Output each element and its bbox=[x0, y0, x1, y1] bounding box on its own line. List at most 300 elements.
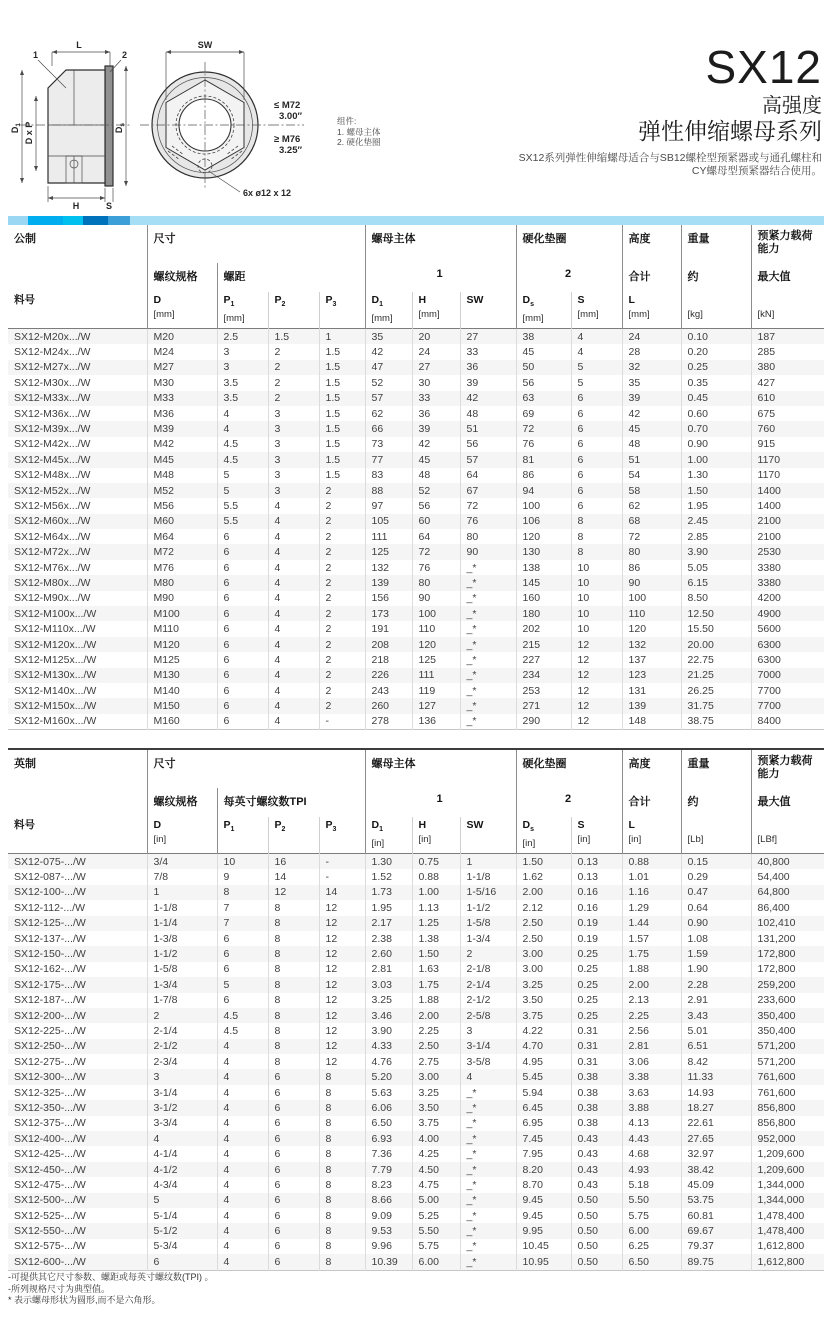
table-row bbox=[8, 391, 824, 406]
table-cell: 8 bbox=[319, 1208, 365, 1223]
table-cell: 4 bbox=[571, 329, 622, 345]
table-row bbox=[8, 900, 824, 915]
table-cell: 1.5 bbox=[268, 329, 319, 345]
sub-header-row bbox=[8, 263, 824, 292]
table-cell: 2 bbox=[319, 698, 365, 713]
table-cell: 66 bbox=[365, 421, 412, 436]
group-weight: 重量 bbox=[681, 749, 751, 788]
table-cell: 24 bbox=[412, 344, 460, 359]
column-header: D [in] bbox=[147, 817, 217, 854]
table-cell: 76 bbox=[460, 514, 516, 529]
table-row bbox=[8, 1223, 824, 1238]
table-cell: 139 bbox=[365, 575, 412, 590]
table-cell: 4 bbox=[217, 1223, 268, 1238]
table-cell: 1,612,800 bbox=[751, 1239, 824, 1254]
table-cell: 4.5 bbox=[217, 452, 268, 467]
table-cell: 39 bbox=[412, 421, 460, 436]
table-cell: 1 bbox=[319, 329, 365, 345]
table-cell: 4 bbox=[268, 606, 319, 621]
table-cell: 8 bbox=[319, 1177, 365, 1192]
part-number-cell: SX12-475-.../W bbox=[14, 1178, 86, 1191]
part-number-cell: SX12-350-.../W bbox=[14, 1101, 86, 1114]
metric-table-body bbox=[8, 329, 824, 730]
table-cell: 5-1/4 bbox=[147, 1208, 217, 1223]
table-cell: 6 bbox=[147, 1254, 217, 1270]
table-cell: 6.50 bbox=[622, 1254, 681, 1270]
group-preload: 预紧力载荷能力 bbox=[751, 225, 824, 263]
table-cell: 38.75 bbox=[681, 714, 751, 730]
group-weight: 重量 bbox=[681, 225, 751, 263]
part-number-cell: SX12-150-.../W bbox=[14, 948, 86, 961]
pitch-label: 螺距 bbox=[217, 263, 365, 292]
table-cell: 86 bbox=[516, 468, 571, 483]
table-cell: 253 bbox=[516, 683, 571, 698]
table-cell: 4 bbox=[147, 1131, 217, 1146]
table-cell: 218 bbox=[365, 652, 412, 667]
table-cell: 1,478,400 bbox=[751, 1208, 824, 1223]
table-cell: 7.95 bbox=[516, 1146, 571, 1161]
table-cell: 42 bbox=[412, 437, 460, 452]
table-cell: 202 bbox=[516, 621, 571, 636]
part-number-cell: SX12-M130x.../W bbox=[14, 669, 97, 682]
table-cell: 110 bbox=[412, 621, 460, 636]
table-cell: 6 bbox=[217, 698, 268, 713]
table-cell: 1.38 bbox=[412, 931, 460, 946]
table-cell: 7700 bbox=[751, 698, 824, 713]
part-number-cell: SX12-250-.../W bbox=[14, 1040, 86, 1053]
column-header-row bbox=[8, 292, 824, 329]
table-cell: _* bbox=[460, 1100, 516, 1115]
table-cell: 3 bbox=[460, 1023, 516, 1038]
column-header: $P_1$ bbox=[217, 817, 268, 854]
part-number-cell: SX12-M39x.../W bbox=[14, 423, 91, 436]
part-number-cell: SX12-425-.../W bbox=[14, 1148, 86, 1161]
table-cell: 90 bbox=[622, 575, 681, 590]
table-cell: 5.5 bbox=[217, 498, 268, 513]
table-cell: 0.31 bbox=[571, 1039, 622, 1054]
table-cell: 7 bbox=[217, 916, 268, 931]
table-cell: _* bbox=[460, 1162, 516, 1177]
total-label: 合计 bbox=[622, 263, 681, 292]
table-cell: 5 bbox=[571, 360, 622, 375]
table-cell: 4 bbox=[217, 1054, 268, 1069]
table-cell: 1,344,000 bbox=[751, 1193, 824, 1208]
table-cell: 4.33 bbox=[365, 1039, 412, 1054]
table-cell: 4 bbox=[268, 591, 319, 606]
table-cell: 2.81 bbox=[365, 962, 412, 977]
part-number-cell: SX12-075-.../W bbox=[14, 855, 86, 868]
table-cell: 14.93 bbox=[681, 1085, 751, 1100]
table-row bbox=[8, 977, 824, 992]
table-row bbox=[8, 885, 824, 900]
table-cell: 5.18 bbox=[622, 1177, 681, 1192]
table-cell: 3-1/2 bbox=[147, 1100, 217, 1115]
table-cell: 12 bbox=[571, 714, 622, 730]
table-cell: M72 bbox=[147, 544, 217, 559]
table-cell: 6 bbox=[217, 560, 268, 575]
table-cell: 45.09 bbox=[681, 1177, 751, 1192]
table-cell: 33 bbox=[460, 344, 516, 359]
table-cell: 10 bbox=[571, 621, 622, 636]
table-row bbox=[8, 344, 824, 359]
callout-2: 2 bbox=[122, 50, 128, 60]
table-cell: 6 bbox=[217, 993, 268, 1008]
table-cell: 7/8 bbox=[147, 869, 217, 884]
table-cell: 0.90 bbox=[681, 437, 751, 452]
part-number-cell: SX12-575-.../W bbox=[14, 1240, 86, 1253]
table-cell: M42 bbox=[147, 437, 217, 452]
table-cell: 675 bbox=[751, 406, 824, 421]
table-cell: 760 bbox=[751, 421, 824, 436]
table-cell: - bbox=[319, 869, 365, 884]
table-cell: 8 bbox=[217, 885, 268, 900]
table-cell: 0.31 bbox=[571, 1054, 622, 1069]
empty-cell bbox=[8, 788, 147, 817]
table-cell: 54 bbox=[622, 468, 681, 483]
table-cell: 132 bbox=[622, 637, 681, 652]
table-cell: 3.46 bbox=[365, 1008, 412, 1023]
table-cell: 4.70 bbox=[516, 1039, 571, 1054]
table-cell: 9 bbox=[217, 869, 268, 884]
max-label: 最大值 bbox=[751, 263, 824, 292]
column-header: [kg] bbox=[681, 292, 751, 329]
column-header: $D_s$ [in] bbox=[516, 817, 571, 854]
table-cell: 6300 bbox=[751, 637, 824, 652]
table-cell: 1.5 bbox=[319, 421, 365, 436]
table-cell: 6 bbox=[217, 931, 268, 946]
table-cell: 2.45 bbox=[681, 514, 751, 529]
table-cell: 6 bbox=[217, 621, 268, 636]
imperial-table bbox=[8, 748, 824, 1271]
table-cell: 2.00 bbox=[412, 1008, 460, 1023]
table-cell: 6 bbox=[268, 1239, 319, 1254]
table-cell: _* bbox=[460, 606, 516, 621]
part-number-cell: SX12-162-.../W bbox=[14, 963, 86, 976]
table-row bbox=[8, 854, 824, 870]
column-header: S [in] bbox=[571, 817, 622, 854]
table-cell: 856,800 bbox=[751, 1100, 824, 1115]
table-cell: 6 bbox=[217, 637, 268, 652]
table-cell: 6 bbox=[571, 468, 622, 483]
table-row bbox=[8, 1162, 824, 1177]
table-cell: 3 bbox=[217, 360, 268, 375]
table-cell: 2 bbox=[460, 946, 516, 961]
group-nut-body: 螺母主体 bbox=[365, 225, 516, 263]
table-cell: 1.95 bbox=[365, 900, 412, 915]
table-cell: 3.38 bbox=[622, 1069, 681, 1084]
table-cell: 1-5/8 bbox=[460, 916, 516, 931]
table-cell: 4 bbox=[217, 1254, 268, 1270]
table-cell: 227 bbox=[516, 652, 571, 667]
column-header: $P_3$ bbox=[319, 292, 365, 329]
page-description bbox=[519, 152, 822, 178]
part-number-cell: SX12-175-.../W bbox=[14, 978, 86, 991]
table-cell: _* bbox=[460, 575, 516, 590]
column-header: [kN] bbox=[751, 292, 824, 329]
table-cell: 8 bbox=[319, 1239, 365, 1254]
table-cell: 2 bbox=[319, 498, 365, 513]
table-cell: 2 bbox=[319, 529, 365, 544]
table-cell: 136 bbox=[412, 714, 460, 730]
table-cell: 1,478,400 bbox=[751, 1223, 824, 1238]
table-cell: 4.5 bbox=[217, 1023, 268, 1038]
table-cell: 1.50 bbox=[412, 946, 460, 961]
table-cell: 0.19 bbox=[571, 916, 622, 931]
table-cell: 1.30 bbox=[681, 468, 751, 483]
table-cell: 10.39 bbox=[365, 1254, 412, 1270]
table-cell: 234 bbox=[516, 668, 571, 683]
nut-body-section bbox=[48, 70, 105, 183]
limit-le-inch: 3.00″ bbox=[279, 111, 303, 122]
table-cell: 5.20 bbox=[365, 1069, 412, 1084]
table-cell: M52 bbox=[147, 483, 217, 498]
table-cell: 12 bbox=[319, 1023, 365, 1038]
table-cell: 12 bbox=[319, 1039, 365, 1054]
table-cell: 6 bbox=[217, 962, 268, 977]
table-cell: 6 bbox=[571, 421, 622, 436]
table-cell: 0.60 bbox=[681, 406, 751, 421]
table-row bbox=[8, 514, 824, 529]
table-cell: 1.5 bbox=[319, 344, 365, 359]
table-cell: 4 bbox=[268, 637, 319, 652]
brand-bar-segment bbox=[63, 216, 83, 225]
table-cell: 10 bbox=[571, 575, 622, 590]
table-cell: 5 bbox=[217, 977, 268, 992]
table-cell: 1 bbox=[147, 885, 217, 900]
metric-table-header bbox=[8, 225, 824, 329]
table-cell: 8 bbox=[268, 916, 319, 931]
table-cell: 60 bbox=[412, 514, 460, 529]
part-number-cell: SX12-M30x.../W bbox=[14, 376, 91, 389]
table-cell: 173 bbox=[365, 606, 412, 621]
table-cell: 119 bbox=[412, 683, 460, 698]
table-cell: 4 bbox=[217, 1100, 268, 1115]
table-cell: 271 bbox=[516, 698, 571, 713]
part-number-cell: SX12-M80x.../W bbox=[14, 576, 91, 589]
table-cell: 12 bbox=[319, 977, 365, 992]
table-row bbox=[8, 916, 824, 931]
table-cell: 5 bbox=[217, 483, 268, 498]
table-cell: 3-1/4 bbox=[460, 1039, 516, 1054]
sub-header-row bbox=[8, 788, 824, 817]
table-cell: 2 bbox=[319, 637, 365, 652]
table-cell: 0.35 bbox=[681, 375, 751, 390]
table-row bbox=[8, 1054, 824, 1069]
table-cell: 57 bbox=[365, 391, 412, 406]
table-cell: 8 bbox=[319, 1069, 365, 1084]
table-cell: 130 bbox=[516, 544, 571, 559]
table-cell: 6 bbox=[217, 714, 268, 730]
table-cell: 76 bbox=[516, 437, 571, 452]
table-cell: 6 bbox=[217, 606, 268, 621]
table-cell: 1-5/16 bbox=[460, 885, 516, 900]
table-cell: _* bbox=[460, 1239, 516, 1254]
table-row bbox=[8, 468, 824, 483]
table-cell: 56 bbox=[516, 375, 571, 390]
part-number-cell: SX12-600-.../W bbox=[14, 1255, 86, 1268]
table-cell: 0.19 bbox=[571, 931, 622, 946]
table-cell: 2 bbox=[268, 391, 319, 406]
table-row bbox=[8, 606, 824, 621]
table-cell: 0.10 bbox=[681, 329, 751, 345]
table-cell: 120 bbox=[516, 529, 571, 544]
table-cell: 4200 bbox=[751, 591, 824, 606]
column-header: $D_s$ [mm] bbox=[516, 292, 571, 329]
table-cell: 15.50 bbox=[681, 621, 751, 636]
table-cell: 90 bbox=[412, 591, 460, 606]
table-cell: M45 bbox=[147, 452, 217, 467]
table-cell: 0.75 bbox=[412, 854, 460, 870]
table-cell: 4 bbox=[268, 652, 319, 667]
table-cell: 12 bbox=[319, 1008, 365, 1023]
table-cell: _* bbox=[460, 560, 516, 575]
table-cell: 6 bbox=[217, 544, 268, 559]
footnote-2: -所列规格尺寸为典型值。 bbox=[8, 1283, 110, 1294]
table-cell: 60.81 bbox=[681, 1208, 751, 1223]
part-number-cell: SX12-M36x.../W bbox=[14, 407, 91, 420]
table-row bbox=[8, 560, 824, 575]
table-cell: 9.95 bbox=[516, 1223, 571, 1238]
approx-label: 约 bbox=[681, 263, 751, 292]
group-size: 尺寸 bbox=[147, 225, 365, 263]
table-cell: - bbox=[319, 714, 365, 730]
table-cell: M30 bbox=[147, 375, 217, 390]
table-cell: 0.15 bbox=[681, 854, 751, 870]
table-cell: 6 bbox=[217, 652, 268, 667]
table-cell: 3.75 bbox=[412, 1116, 460, 1131]
table-row bbox=[8, 1208, 824, 1223]
table-cell: 4 bbox=[217, 1116, 268, 1131]
table-cell: 42 bbox=[460, 391, 516, 406]
table-cell: 2 bbox=[268, 344, 319, 359]
table-cell: 12 bbox=[571, 637, 622, 652]
table-cell: 2.50 bbox=[516, 916, 571, 931]
table-cell: M100 bbox=[147, 606, 217, 621]
table-cell: 4 bbox=[217, 1131, 268, 1146]
table-cell: M64 bbox=[147, 529, 217, 544]
table-cell: 3380 bbox=[751, 560, 824, 575]
table-cell: 12 bbox=[319, 993, 365, 1008]
table-cell: 4.5 bbox=[217, 1008, 268, 1023]
part-number-cell: SX12-325-.../W bbox=[14, 1086, 86, 1099]
table-cell: 3.00 bbox=[516, 946, 571, 961]
table-cell: 8 bbox=[319, 1162, 365, 1177]
table-cell: 4 bbox=[268, 560, 319, 575]
table-cell: 50 bbox=[516, 360, 571, 375]
part-number-cell: SX12-100-.../W bbox=[14, 886, 86, 899]
table-cell: 42 bbox=[622, 406, 681, 421]
table-cell: 12 bbox=[268, 885, 319, 900]
table-cell: 0.16 bbox=[571, 885, 622, 900]
column-header: L [mm] bbox=[622, 292, 681, 329]
table-cell: 5.5 bbox=[217, 514, 268, 529]
table-cell: 1.5 bbox=[319, 452, 365, 467]
table-cell: 5.50 bbox=[622, 1193, 681, 1208]
table-row bbox=[8, 1146, 824, 1161]
table-row bbox=[8, 621, 824, 636]
table-cell: 1.63 bbox=[412, 962, 460, 977]
table-cell: 9.53 bbox=[365, 1223, 412, 1238]
group-height: 高度 bbox=[622, 225, 681, 263]
table-row bbox=[8, 1100, 824, 1115]
table-cell: 0.43 bbox=[571, 1131, 622, 1146]
table-row bbox=[8, 931, 824, 946]
table-cell: 80 bbox=[622, 544, 681, 559]
table-cell: 4 bbox=[217, 1069, 268, 1084]
part-number-cell: SX12-M120x.../W bbox=[14, 638, 97, 651]
table-cell: 76 bbox=[412, 560, 460, 575]
table-cell: 32.97 bbox=[681, 1146, 751, 1161]
table-cell: 6 bbox=[571, 406, 622, 421]
table-cell: 6.93 bbox=[365, 1131, 412, 1146]
part-number-cell: SX12-200-.../W bbox=[14, 1009, 86, 1022]
table-cell: 8.20 bbox=[516, 1162, 571, 1177]
table-cell: M90 bbox=[147, 591, 217, 606]
table-cell: 2100 bbox=[751, 514, 824, 529]
table-cell: 6 bbox=[571, 483, 622, 498]
table-cell: 172,800 bbox=[751, 946, 824, 961]
table-cell: 6 bbox=[268, 1254, 319, 1270]
table-cell: 2.00 bbox=[516, 885, 571, 900]
table-cell: 8 bbox=[268, 977, 319, 992]
table-cell: 21.25 bbox=[681, 668, 751, 683]
table-cell: 2 bbox=[319, 560, 365, 575]
table-cell: 0.43 bbox=[571, 1162, 622, 1177]
table-row bbox=[8, 1177, 824, 1192]
part-number-cell: SX12-M100x.../W bbox=[14, 607, 97, 620]
table-cell: 1.95 bbox=[681, 498, 751, 513]
table-cell: 8 bbox=[319, 1223, 365, 1238]
table-cell: 11.33 bbox=[681, 1069, 751, 1084]
part-number-cell: SX12-087-.../W bbox=[14, 871, 86, 884]
part-number-cell: SX12-M24x.../W bbox=[14, 346, 91, 359]
column-header: D [mm] bbox=[147, 292, 217, 329]
table-cell: 3-5/8 bbox=[460, 1054, 516, 1069]
table-cell: 2 bbox=[319, 652, 365, 667]
description-line-2: CY螺母型预紧器结合使用。 bbox=[691, 165, 822, 177]
imperial-table-header bbox=[8, 749, 824, 854]
brand-bar-segment bbox=[108, 216, 130, 225]
table-cell: 20.00 bbox=[681, 637, 751, 652]
group-washer: 硬化垫圈 bbox=[516, 749, 622, 788]
table-cell: 12.50 bbox=[681, 606, 751, 621]
table-cell: 3.75 bbox=[516, 1008, 571, 1023]
part-number-cell: SX12-M45x.../W bbox=[14, 453, 91, 466]
table-cell: 4 bbox=[268, 714, 319, 730]
table-cell: 72 bbox=[622, 529, 681, 544]
table-cell: 1-1/8 bbox=[460, 869, 516, 884]
table-cell: 125 bbox=[412, 652, 460, 667]
table-row bbox=[8, 637, 824, 652]
table-cell: 48 bbox=[622, 437, 681, 452]
table-cell: 33 bbox=[412, 391, 460, 406]
washer-section bbox=[105, 66, 113, 186]
table-cell: 86,400 bbox=[751, 900, 824, 915]
table-cell: 0.31 bbox=[571, 1023, 622, 1038]
holes-label: 6x ø12 x 12 bbox=[243, 188, 292, 198]
table-cell: _* bbox=[460, 591, 516, 606]
table-cell: 1.5 bbox=[319, 360, 365, 375]
table-cell: 38 bbox=[516, 329, 571, 345]
table-cell: 233,600 bbox=[751, 993, 824, 1008]
table-row bbox=[8, 668, 824, 683]
table-cell: 1-3/4 bbox=[147, 977, 217, 992]
part-number-cell: SX12-M60x.../W bbox=[14, 515, 91, 528]
table-cell: 0.50 bbox=[571, 1239, 622, 1254]
part-number-cell: SX12-400-.../W bbox=[14, 1132, 86, 1145]
table-cell: 1.52 bbox=[365, 869, 412, 884]
column-header: $D_1$ [in] bbox=[365, 817, 412, 854]
